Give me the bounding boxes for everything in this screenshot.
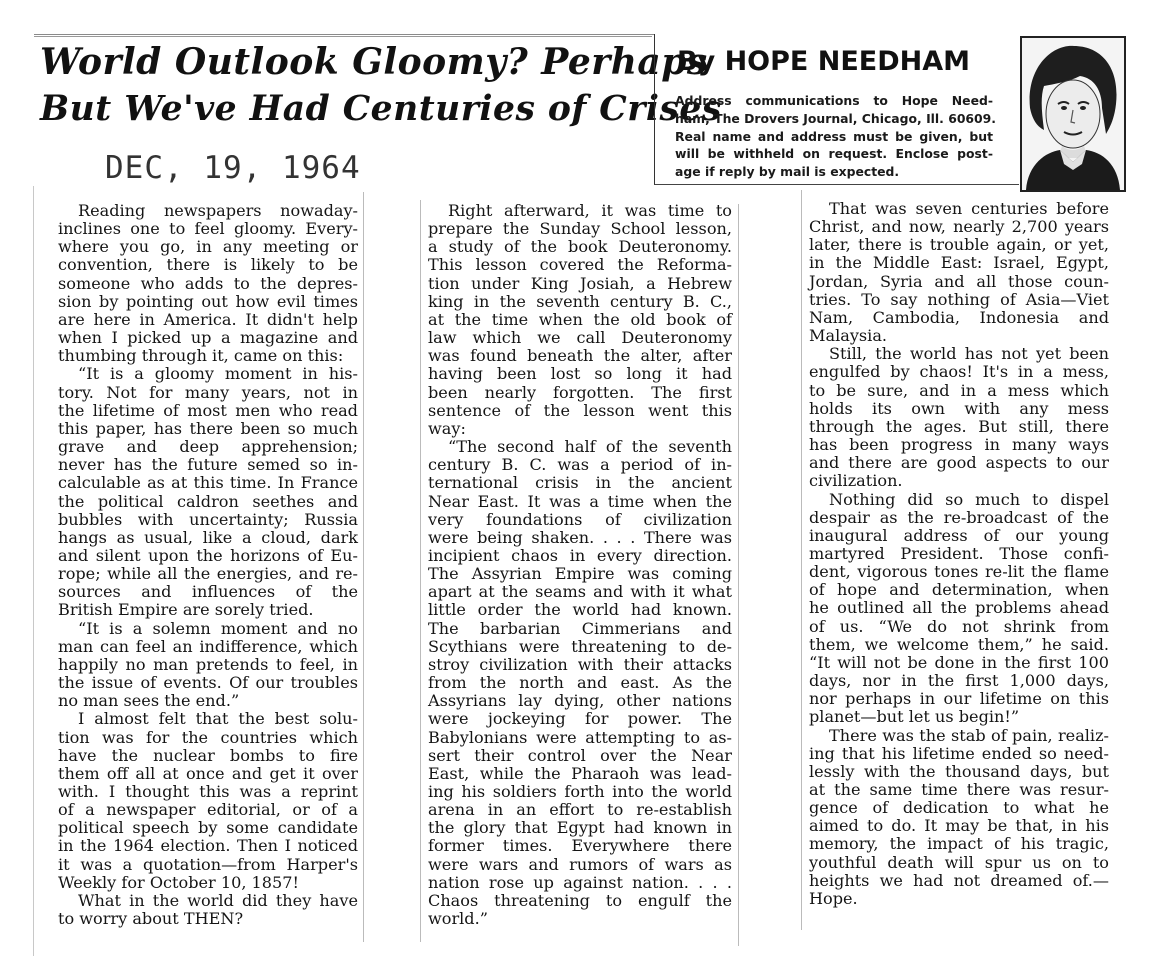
text-line: lessly with the thousand days, but bbox=[809, 761, 1109, 781]
contact-line: age if reply by mail is expected. bbox=[675, 164, 900, 180]
text-line: bubbles with uncertainty; Russia bbox=[58, 509, 358, 529]
text-line: engulfed by chaos! It's in a mess, bbox=[809, 362, 1109, 382]
contact-line: will be withheld on request. Enclose post- bbox=[675, 146, 993, 162]
text-line: British Empire are sorely tried. bbox=[58, 600, 314, 620]
text-line: law which we call Deuteronomy bbox=[428, 328, 732, 348]
text-line: the political caldron seethes and bbox=[58, 491, 358, 511]
text-line: when I picked up a magazine and bbox=[58, 328, 358, 348]
text-line: calculable as at this time. In France bbox=[58, 473, 358, 493]
text-line: memory, the impact of his tragic, bbox=[809, 834, 1109, 854]
text-line: very foundations of civilization bbox=[428, 509, 732, 529]
text-line: grave and deep apprehension; bbox=[58, 437, 358, 457]
handwritten-date: DEC, 19, 1964 bbox=[105, 150, 361, 186]
paragraph bbox=[58, 710, 358, 892]
text-line: in the Middle East: Israel, Egypt, bbox=[809, 253, 1109, 273]
text-line: have the nuclear bombs to fire bbox=[58, 745, 358, 765]
text-line: convention, there is likely to be bbox=[58, 255, 358, 275]
author-portrait bbox=[1020, 36, 1126, 192]
text-line: were jockeying for power. The bbox=[428, 709, 732, 729]
text-line: incipient chaos in every direction. bbox=[428, 545, 732, 565]
text-line: I almost felt that the best solu- bbox=[78, 709, 358, 729]
text-line: are here in America. It didn't help bbox=[58, 309, 358, 329]
text-line: dent, vigorous tones re-lit the flame bbox=[809, 562, 1109, 582]
text-line: rope; while all the energies, and re- bbox=[58, 564, 358, 584]
column-rule bbox=[738, 204, 739, 946]
paragraph bbox=[58, 620, 358, 711]
text-line: king in the seventh century B. C., bbox=[428, 291, 732, 311]
text-line: prepare the Sunday School lesson, bbox=[428, 219, 732, 239]
text-line: sert their control over the Near bbox=[428, 745, 732, 765]
text-line: with. I thought this was a reprint bbox=[58, 782, 358, 801]
text-line: political speech by some candidate bbox=[58, 818, 358, 838]
text-line: tries. To say nothing of Asia—Viet bbox=[809, 289, 1109, 309]
text-line: someone who adds to the depres- bbox=[58, 273, 358, 293]
text-line: civilization. bbox=[809, 471, 903, 491]
text-line: inclines one to feel gloomy. Every- bbox=[58, 219, 358, 239]
text-line: world.” bbox=[428, 909, 488, 929]
paragraph bbox=[809, 345, 1109, 490]
text-line: youthful death will spur us on to bbox=[809, 852, 1109, 872]
text-line: little order the world had known. bbox=[428, 600, 732, 620]
article-column-3 bbox=[809, 200, 1109, 908]
text-line: “It is a solemn moment and no bbox=[78, 618, 358, 638]
text-line: Chaos threatening to engulf the bbox=[428, 890, 732, 910]
text-line: Near East. It was a time when the bbox=[428, 491, 732, 511]
contact-line: Real name and address must be given, but bbox=[675, 128, 993, 144]
contact-line: ham, The Drovers Journal, Chicago, Ill. 60609. bbox=[675, 110, 997, 126]
text-line: inaugural address of our young bbox=[809, 525, 1109, 545]
text-line: and silent upon the horizons of Eu- bbox=[58, 545, 358, 565]
text-line: Babylonians were attempting to as- bbox=[428, 727, 732, 747]
text-line: of hope and determination, when bbox=[809, 580, 1109, 600]
text-line: hangs as usual, like a cloud, dark bbox=[58, 527, 358, 547]
clipping-edge-left bbox=[33, 186, 34, 956]
text-line: Reading newspapers nowaday- bbox=[78, 201, 358, 220]
clipping-edge-top bbox=[34, 34, 654, 35]
text-line: where you go, in any meeting or bbox=[58, 237, 358, 257]
text-line: aimed to do. It may be that, in his bbox=[809, 816, 1109, 836]
text-line: Weekly for October 10, 1857! bbox=[58, 872, 299, 892]
text-line: tion under King Josiah, a Hebrew bbox=[428, 273, 732, 293]
column-rule bbox=[363, 192, 364, 942]
headline bbox=[34, 36, 722, 157]
text-line: Malaysia. bbox=[809, 326, 888, 346]
text-line: to worry about THEN? bbox=[58, 909, 244, 929]
text-line: them off all at once and get it over bbox=[58, 763, 358, 783]
column-rule bbox=[801, 190, 802, 930]
text-line: the glory that Egypt had known in bbox=[428, 818, 732, 838]
text-line: at the time when the old book of bbox=[428, 309, 732, 329]
paragraph bbox=[58, 892, 358, 928]
text-line: heights we had not dreamed of.— bbox=[809, 870, 1109, 890]
text-line: What in the world did they have bbox=[78, 890, 358, 910]
text-line: planet—but let us begin!” bbox=[809, 707, 1020, 727]
text-line: through the ages. But still, there bbox=[809, 416, 1109, 436]
text-line: Christ, and now, nearly 2,700 years bbox=[809, 217, 1109, 237]
text-line: There was the stab of pain, realiz- bbox=[829, 725, 1109, 745]
text-line: nor perhaps in our lifetime on this bbox=[809, 689, 1109, 709]
text-line: That was seven centuries before bbox=[829, 199, 1109, 218]
text-line: ing his soldiers forth into the world bbox=[428, 782, 732, 801]
text-line: gence of dedication to what he bbox=[809, 798, 1109, 818]
text-line: The Assyrian Empire was coming bbox=[428, 564, 732, 584]
text-line: the issue of events. Of our troubles bbox=[58, 673, 358, 693]
text-line: “The second half of the seventh bbox=[448, 437, 732, 457]
text-line: sources and influences of the bbox=[58, 582, 358, 602]
text-line: Nam, Cambodia, Indonesia and bbox=[809, 307, 1109, 327]
text-line: nation rose up against nation. . . . bbox=[428, 872, 732, 892]
text-line: “It will not be done in the first 100 bbox=[809, 652, 1109, 672]
text-line: thumbing through it, came on this: bbox=[58, 346, 344, 366]
text-line: he outlined all the problems ahead bbox=[809, 598, 1109, 618]
text-line: a study of the book Deuteronomy. bbox=[428, 237, 732, 257]
text-line: to be sure, and in a mess which bbox=[809, 380, 1109, 400]
text-line: tory. Not for many years, not in bbox=[58, 382, 358, 402]
text-line: This lesson covered the Reforma- bbox=[428, 255, 732, 275]
text-line: this paper, has there been so much bbox=[58, 418, 358, 438]
text-line: them, we welcome them,” he said. bbox=[809, 634, 1109, 654]
text-line: Hope. bbox=[809, 888, 858, 908]
paragraph bbox=[809, 727, 1109, 909]
text-line: and there are good aspects to our bbox=[809, 453, 1109, 473]
paragraph bbox=[428, 202, 732, 438]
text-line: tion was for the countries which bbox=[58, 727, 358, 747]
text-line: days, nor in the first 1,000 days, bbox=[809, 671, 1109, 691]
text-line: sion by pointing out how evil times bbox=[58, 291, 358, 311]
text-line: former times. Everywhere there bbox=[428, 836, 732, 856]
byline-box bbox=[654, 34, 1019, 185]
text-line: been nearly forgotten. The first bbox=[428, 382, 732, 402]
text-line: Right afterward, it was time to bbox=[448, 201, 732, 220]
text-line: the lifetime of most men who read bbox=[58, 400, 358, 420]
text-line: it was a quotation—from Harper's bbox=[58, 854, 358, 874]
text-line: at the same time there was resur- bbox=[809, 780, 1109, 799]
text-line: stroy civilization with their attacks bbox=[428, 654, 732, 674]
paragraph bbox=[809, 200, 1109, 345]
text-line: “It is a gloomy moment in his- bbox=[78, 364, 358, 384]
text-line: Still, the world has not yet been bbox=[829, 344, 1109, 364]
paragraph bbox=[58, 202, 358, 365]
text-line: Assyrians lay dying, other nations bbox=[428, 691, 732, 711]
text-line: ing that his lifetime ended so need- bbox=[809, 743, 1109, 763]
text-line: from the north and east. As the bbox=[428, 673, 732, 693]
text-line: The barbarian Cimmerians and bbox=[428, 618, 732, 638]
text-line: man can feel an indifference, which bbox=[58, 636, 358, 656]
text-line: century B. C. was a period of in- bbox=[428, 455, 732, 475]
text-line: having been lost so long it had bbox=[428, 364, 732, 384]
text-line: of a newspaper editorial, or of a bbox=[58, 800, 358, 820]
paragraph bbox=[58, 365, 358, 619]
text-line: later, there is trouble again, or yet, bbox=[809, 235, 1109, 255]
text-line: martyred President. Those confi- bbox=[809, 543, 1109, 563]
text-line: ternational crisis in the ancient bbox=[428, 473, 732, 493]
paragraph bbox=[428, 438, 732, 928]
text-line: Scythians were threatening to de- bbox=[428, 636, 732, 656]
text-line: were being shaken. . . . There was bbox=[428, 527, 732, 547]
text-line: of us. “We do not shrink from bbox=[809, 616, 1109, 636]
contact-info bbox=[675, 92, 997, 181]
text-line: was found beneath the alter, after bbox=[428, 346, 732, 366]
portrait-icon bbox=[1022, 38, 1124, 190]
text-line: has been progress in many ways bbox=[809, 435, 1109, 455]
headline-line-1: World Outlook Gloomy? Perhaps bbox=[40, 41, 708, 83]
article-column-1 bbox=[58, 202, 358, 928]
text-line: Jordan, Syria and all those coun- bbox=[809, 271, 1109, 291]
article-column-2 bbox=[428, 202, 732, 928]
text-line: way: bbox=[428, 418, 466, 438]
text-line: never has the future semed so in- bbox=[58, 455, 358, 475]
text-line: holds its own with any mess bbox=[809, 398, 1109, 418]
text-line: in the 1964 election. Then I noticed bbox=[58, 836, 358, 856]
text-line: Nothing did so much to dispel bbox=[829, 489, 1109, 509]
paragraph bbox=[809, 491, 1109, 727]
headline-line-2: But We've Had Centuries of Crises bbox=[40, 89, 722, 129]
text-line: were wars and rumors of wars as bbox=[428, 854, 732, 874]
text-line: despair as the re-broadcast of the bbox=[809, 507, 1109, 527]
text-line: East, while the Pharaoh was lead- bbox=[428, 763, 732, 783]
text-line: sentence of the lesson went this bbox=[428, 400, 732, 420]
byline: By HOPE NEEDHAM bbox=[677, 46, 971, 77]
text-line: arena in an effort to re-establish bbox=[428, 800, 732, 820]
column-rule bbox=[420, 200, 421, 942]
text-line: happily no man pretends to feel, in bbox=[58, 654, 358, 674]
text-line: apart at the seams and with it what bbox=[428, 582, 732, 602]
contact-line: Address communications to Hope Need- bbox=[675, 93, 993, 108]
text-line: no man sees the end.” bbox=[58, 691, 240, 711]
